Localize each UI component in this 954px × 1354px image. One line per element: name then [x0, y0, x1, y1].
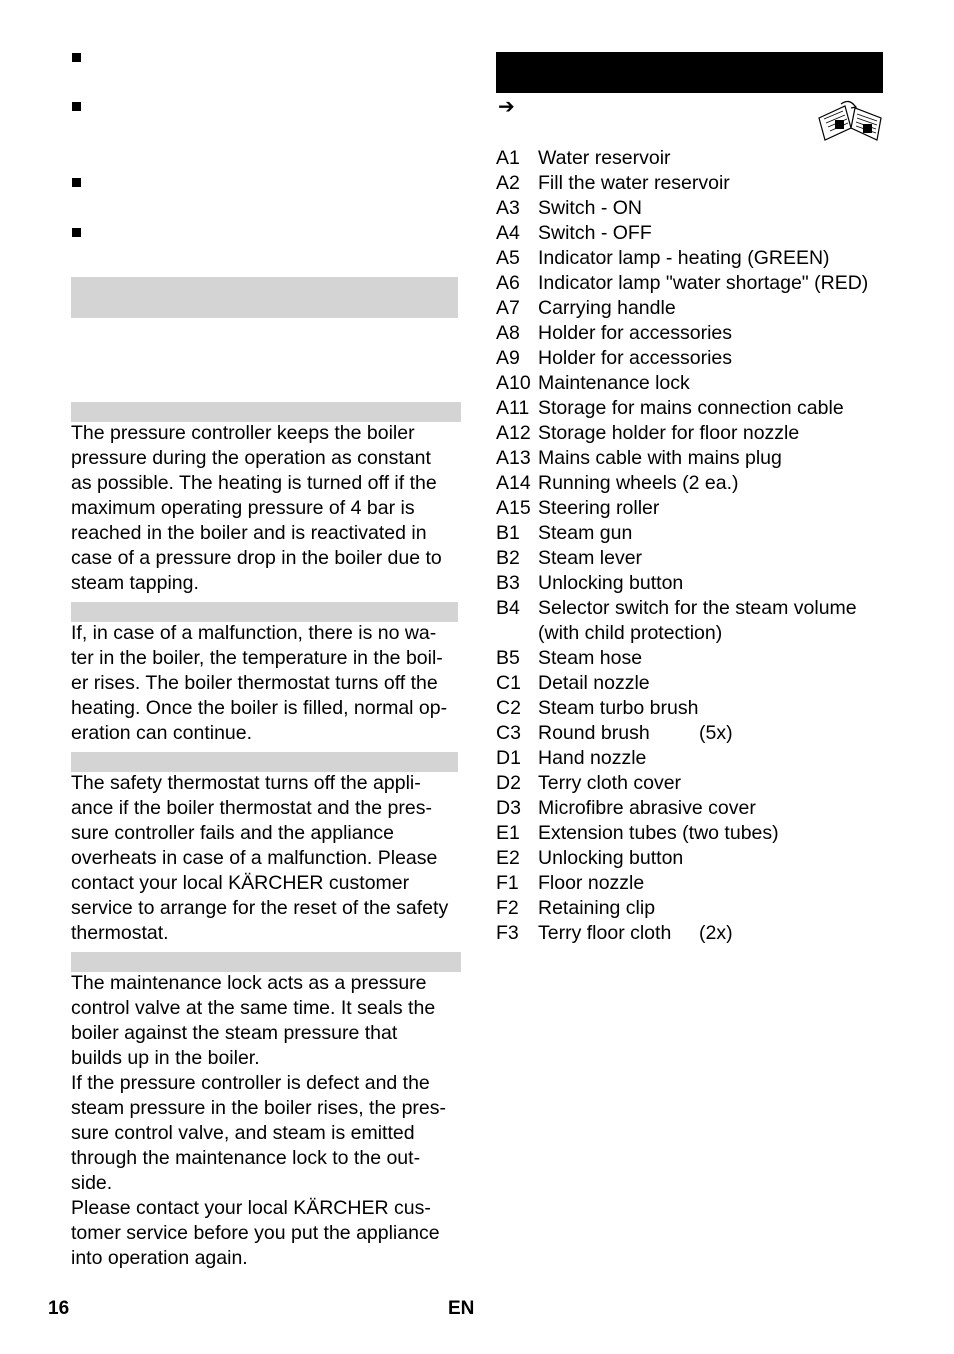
list-item [496, 921, 733, 946]
subsection-heading-bar-safety-thermostat [71, 752, 458, 772]
list-item [496, 246, 830, 271]
item-label: Retaining clip [538, 897, 656, 919]
item-label: Indicator lamp - heating (GREEN) [538, 247, 830, 269]
item-code: B1 [496, 522, 520, 544]
item-label: Unlocking button [538, 847, 684, 869]
item-code: C3 [496, 722, 521, 744]
item-code: B3 [496, 572, 520, 594]
paragraph-pressure-controller: The pressure controller keeps the boiler pressure during the operation as constant as possible. The heating is turned off if the maximum operating pressure of 4 bar is reached in the boiler and is reactivated in case of a pressure drop in the boiler due to steam tapping. [71, 422, 442, 594]
page-number: 16 [48, 1298, 70, 1319]
item-code: D3 [496, 797, 521, 819]
item-code: A6 [496, 272, 520, 294]
list-item [496, 346, 732, 371]
item-code: A13 [496, 447, 531, 469]
item-code: A7 [496, 297, 520, 319]
list-item [496, 446, 782, 471]
item-label: Terry floor cloth [538, 922, 672, 944]
list-item [496, 396, 844, 421]
item-label: Steam hose [538, 647, 643, 669]
bullet-2 [72, 102, 81, 111]
item-label: Holder for accessories [538, 322, 732, 344]
item-code: E2 [496, 847, 520, 869]
arrow-icon: ➔ [498, 94, 515, 118]
language-code: EN [448, 1298, 475, 1319]
list-item [496, 496, 659, 521]
list-item [496, 271, 868, 296]
list-item [496, 621, 722, 646]
subsection-heading-bar-maintenance-lock [71, 952, 461, 972]
subsection-heading-bar-pressure-controller [71, 402, 461, 422]
open-book-icon [815, 100, 885, 142]
item-code: A1 [496, 147, 520, 169]
paragraph-safety-thermostat: The safety thermostat turns off the appli- ance if the boiler thermostat and the pres- sure controller fails and the appliance overheats in case of a malfunction. Please contact your local KÄRCHER customer service to arrange for the reset of the safety thermostat. [71, 772, 449, 944]
item-label: Hand nozzle [538, 747, 647, 769]
item-label: Switch - OFF [538, 222, 652, 244]
item-code: C1 [496, 672, 521, 694]
item-label: Running wheels (2 ea.) [538, 472, 739, 494]
bullet-3 [72, 178, 81, 187]
item-label: Carrying handle [538, 297, 676, 319]
list-item [496, 646, 642, 671]
list-item [496, 721, 733, 746]
list-item [496, 571, 683, 596]
list-item [496, 521, 632, 546]
item-code: F2 [496, 897, 519, 919]
chapter-heading-bar [496, 52, 883, 93]
list-item [496, 896, 655, 921]
item-label: Floor nozzle [538, 872, 645, 894]
subsection-heading-bar-boiler-thermostat [71, 602, 458, 622]
item-code: F1 [496, 872, 519, 894]
item-label: Selector switch for the steam volume [538, 597, 857, 619]
item-code: B2 [496, 547, 520, 569]
list-item [496, 871, 644, 896]
item-code: D1 [496, 747, 521, 769]
list-item [496, 171, 730, 196]
item-code: A5 [496, 247, 520, 269]
item-quantity: (5x) [699, 722, 733, 744]
item-code: A12 [496, 422, 531, 444]
item-code: A9 [496, 347, 520, 369]
list-item [496, 846, 683, 871]
item-code: A4 [496, 222, 520, 244]
item-label: Maintenance lock [538, 372, 690, 394]
item-label: Mains cable with mains plug [538, 447, 782, 469]
list-item [496, 821, 779, 846]
item-code: F3 [496, 922, 519, 944]
item-label: Extension tubes (two tubes) [538, 822, 779, 844]
item-label: Holder for accessories [538, 347, 732, 369]
item-label: Unlocking button [538, 572, 684, 594]
item-label: Terry cloth cover [538, 772, 682, 794]
item-code: C2 [496, 697, 521, 719]
list-item [496, 471, 739, 496]
list-item [496, 546, 642, 571]
item-label: Fill the water reservoir [538, 172, 730, 194]
item-code: A8 [496, 322, 520, 344]
item-label: Steam gun [538, 522, 633, 544]
item-code: E1 [496, 822, 520, 844]
item-code: A15 [496, 497, 531, 519]
item-label: Water reservoir [538, 147, 671, 169]
item-code: A3 [496, 197, 520, 219]
item-label: Microfibre abrasive cover [538, 797, 756, 819]
section-heading-bar [71, 277, 458, 318]
list-item [496, 296, 676, 321]
list-item [496, 221, 652, 246]
list-item [496, 771, 681, 796]
item-label: Steering roller [538, 497, 660, 519]
item-code: A2 [496, 172, 520, 194]
list-item [496, 321, 732, 346]
bullet-4 [72, 228, 81, 237]
item-label: (with child protection) [538, 622, 723, 644]
list-item [496, 671, 650, 696]
item-code: A11 [496, 397, 530, 419]
list-item [496, 696, 698, 721]
item-label: Storage for mains connection cable [538, 397, 844, 419]
item-code: B5 [496, 647, 520, 669]
list-item [496, 146, 671, 171]
item-label: Steam lever [538, 547, 643, 569]
paragraph-boiler-thermostat: If, in case of a malfunction, there is no wa- ter in the boiler, the temperature in the boil- er rises. The boiler thermostat turns off the heating. Once the boiler is filled, normal op- eration can continue. [71, 622, 448, 744]
item-label: Storage holder for floor nozzle [538, 422, 800, 444]
list-item [496, 371, 690, 396]
list-item [496, 196, 642, 221]
item-quantity: (2x) [699, 922, 733, 944]
list-item [496, 596, 857, 621]
item-code: A14 [496, 472, 531, 494]
item-label: Round brush [538, 722, 650, 744]
list-item [496, 421, 799, 446]
bullet-1 [72, 53, 81, 62]
item-label: Indicator lamp "water shortage" (RED) [538, 272, 869, 294]
item-label: Switch - ON [538, 197, 643, 219]
list-item [496, 796, 756, 821]
item-label: Steam turbo brush [538, 697, 699, 719]
paragraph-maintenance-lock: The maintenance lock acts as a pressure control valve at the same time. It seals the boiler against the steam pressure that builds up in the boiler. If the pressure controller is defect and the steam pressure in the boiler rises, the pres- sure control valve, and steam is emitted through the maintenance lock to the out- side. Please contact your local KÄRCHER cus- tomer service before you put the appliance into operation again. [71, 972, 446, 1269]
list-item [496, 746, 646, 771]
item-label: Detail nozzle [538, 672, 650, 694]
item-code: D2 [496, 772, 521, 794]
item-code: B4 [496, 597, 520, 619]
item-code: A10 [496, 372, 531, 394]
